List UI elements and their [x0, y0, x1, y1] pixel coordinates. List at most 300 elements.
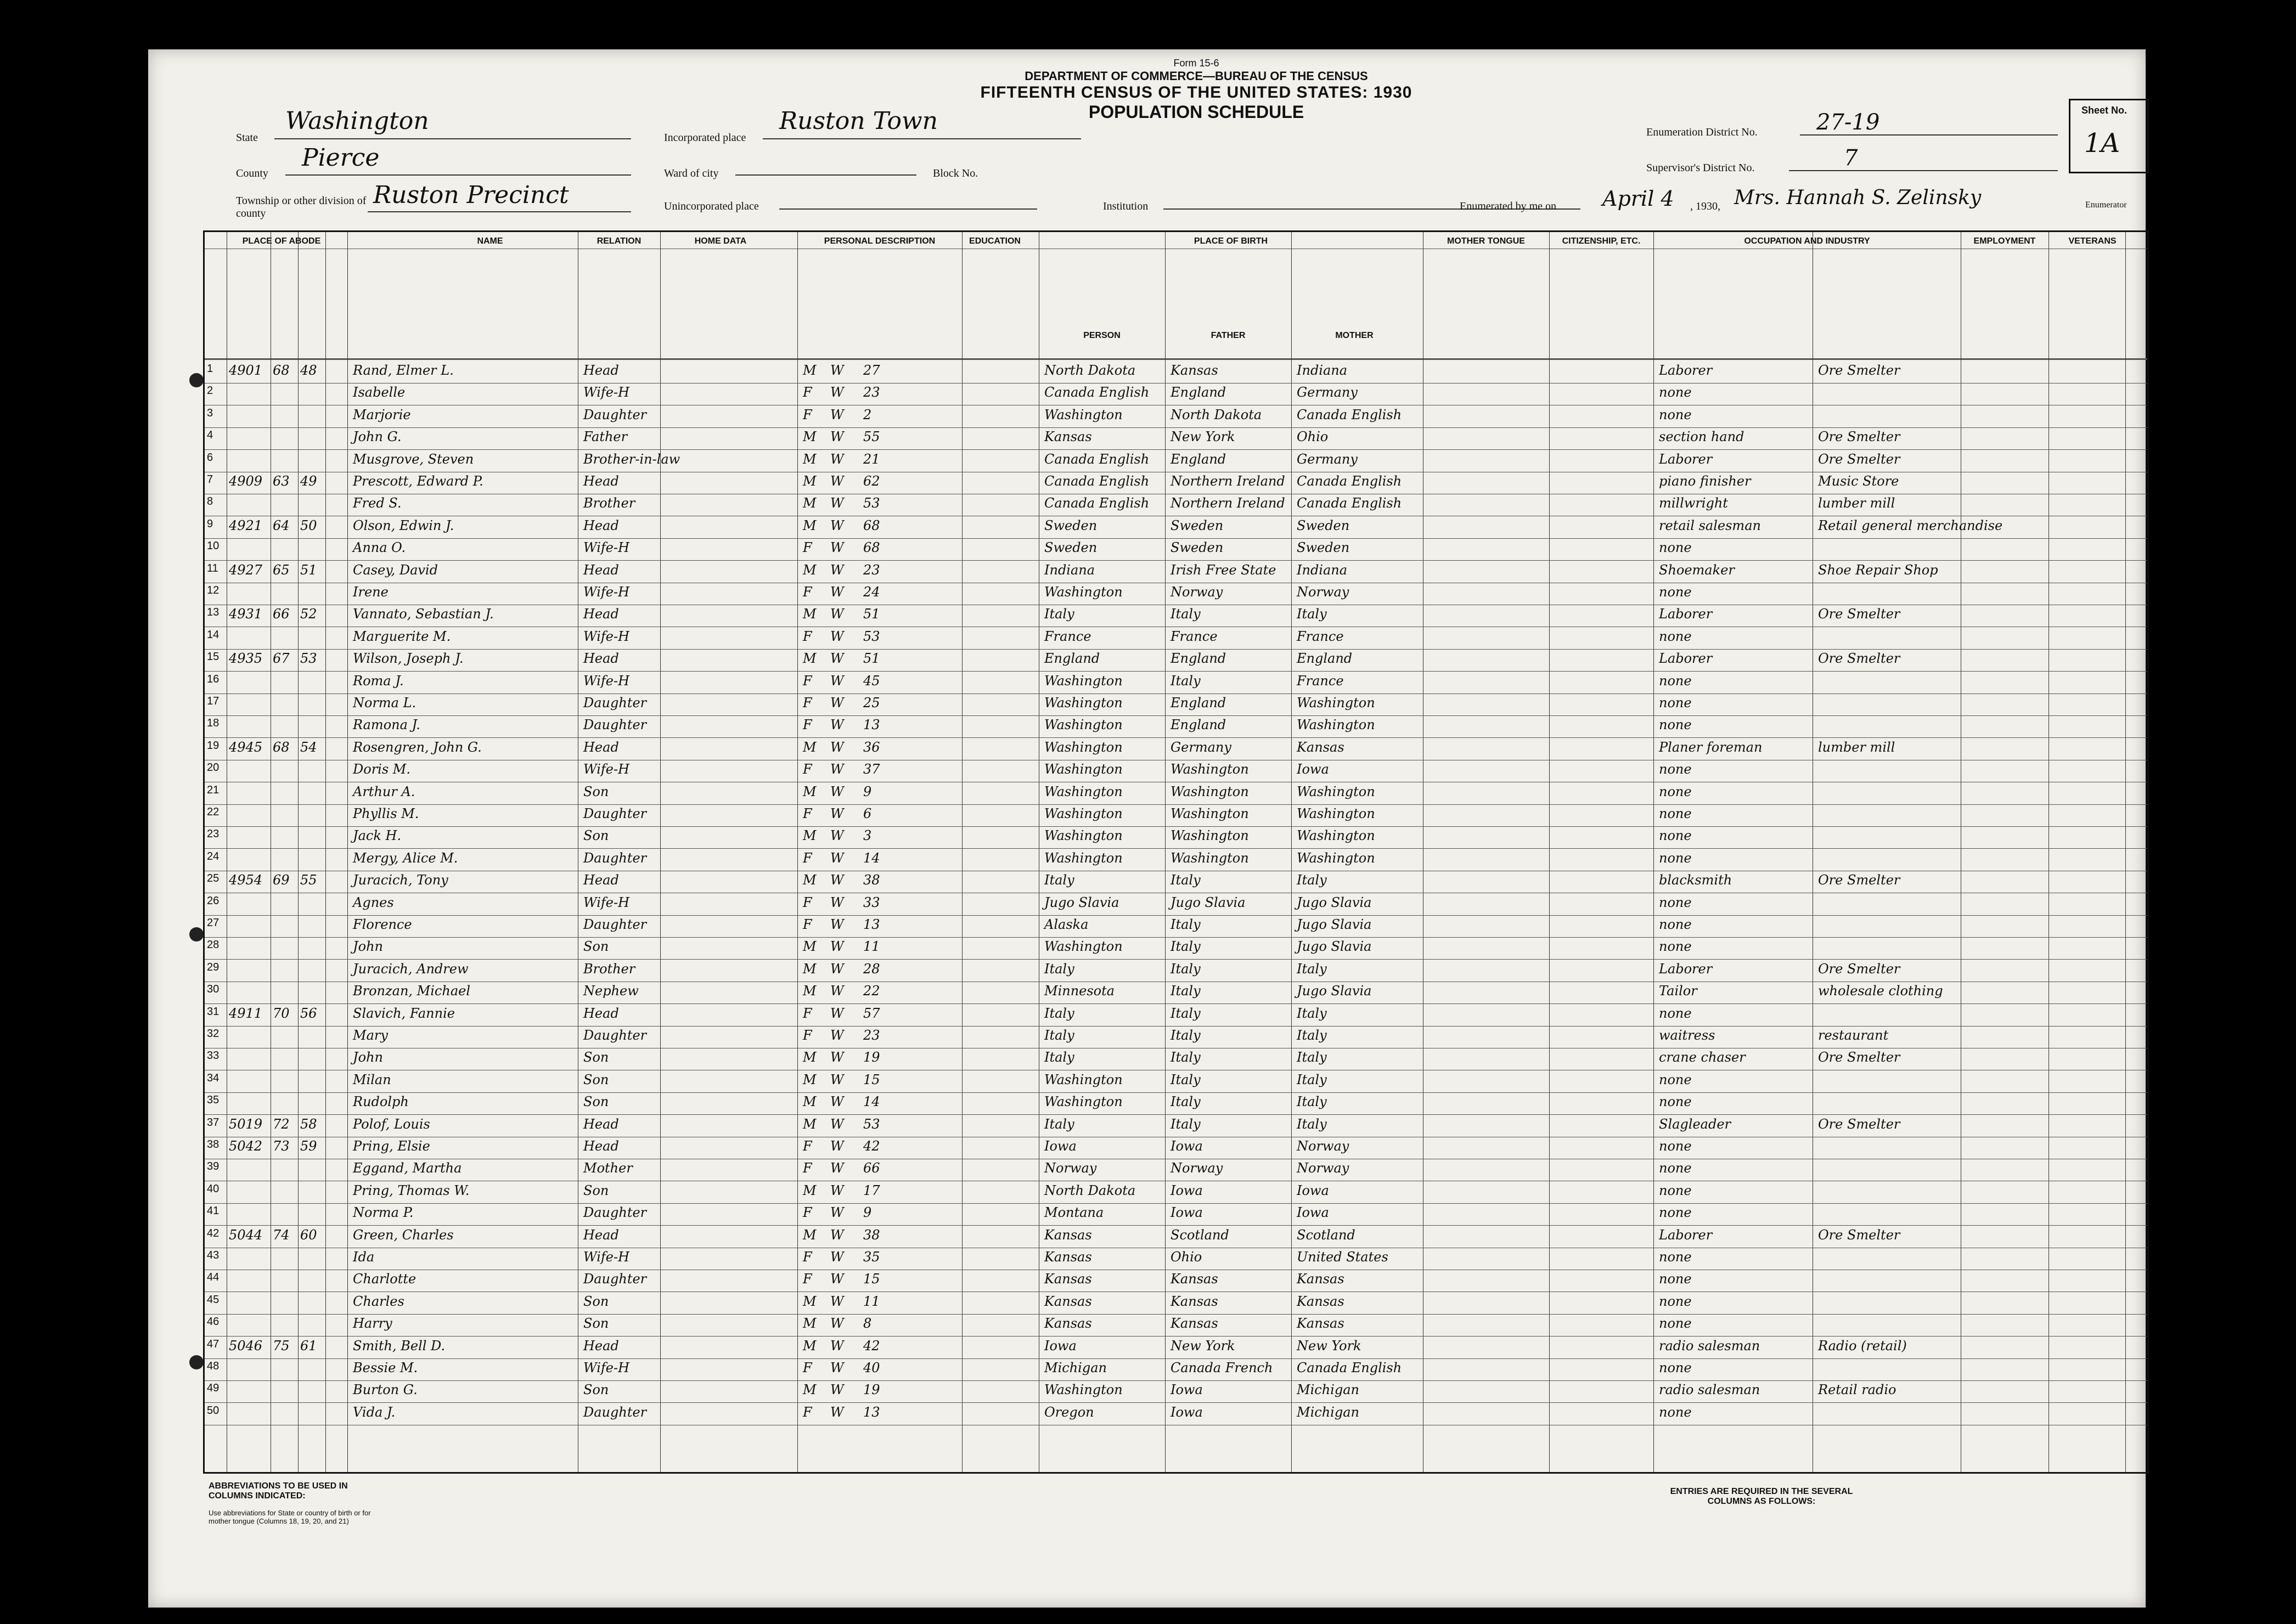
race: W: [830, 717, 844, 733]
incorporated-label: Incorporated place: [664, 132, 746, 144]
birthplace-mother: Canada English: [1297, 407, 1402, 422]
birthplace-mother: Kansas: [1297, 1271, 1344, 1287]
enumerated-year: , 1930,: [1690, 200, 1720, 212]
sex: M: [803, 983, 817, 999]
birthplace-mother: Washington: [1297, 695, 1375, 710]
race: W: [830, 961, 844, 977]
table-row: [205, 517, 2147, 538]
relation: Son: [583, 1094, 609, 1110]
table-row: [205, 472, 2147, 493]
relation: Wife-H: [583, 628, 630, 644]
industry: Ore Smelter: [1818, 429, 1900, 445]
race: W: [830, 806, 844, 821]
age: 24: [863, 584, 880, 600]
col-place-of-abode: PLACE OF ABODE: [242, 236, 321, 246]
birthplace-mother: Germany: [1297, 385, 1358, 401]
birthplace-person: Indiana: [1044, 562, 1095, 578]
race: W: [830, 1205, 844, 1221]
age: 57: [863, 1005, 880, 1021]
row-number: 10: [207, 540, 220, 552]
birthplace-father: Italy: [1170, 1094, 1201, 1110]
person-name: Mary: [353, 1028, 388, 1043]
table-row: [205, 605, 2147, 626]
dwelling-number: 74: [273, 1227, 290, 1243]
person-name: Marguerite M.: [353, 628, 451, 644]
age: 19: [863, 1050, 880, 1065]
row-number: 42: [207, 1227, 220, 1239]
row-number: 12: [207, 584, 220, 596]
occupation: Laborer: [1659, 961, 1713, 977]
birthplace-mother: Sweden: [1297, 540, 1350, 556]
race: W: [830, 850, 844, 866]
race: W: [830, 1271, 844, 1287]
col-veterans: VETERANS: [2068, 236, 2117, 246]
house-number: 4921: [229, 517, 263, 533]
relation: Son: [583, 1293, 609, 1309]
birthplace-mother: Sweden: [1297, 517, 1350, 533]
birthplace-father: Northern Ireland: [1170, 495, 1285, 511]
birthplace-person: Kansas: [1044, 1316, 1092, 1332]
birthplace-person: Washington: [1044, 762, 1123, 777]
table-row: [205, 1005, 2147, 1025]
occupation: Planer foreman: [1659, 739, 1763, 755]
industry: wholesale clothing: [1818, 983, 1943, 999]
age: 17: [863, 1182, 880, 1198]
age: 51: [863, 606, 880, 622]
birthplace-person: Alaska: [1044, 917, 1089, 932]
relation: Daughter: [583, 806, 647, 821]
dwelling-number: 70: [273, 1005, 290, 1021]
table-row: [205, 716, 2147, 737]
birthplace-mother: Italy: [1297, 961, 1327, 977]
person-name: Arthur A.: [353, 783, 415, 799]
row-number: 45: [207, 1293, 220, 1306]
industry: Ore Smelter: [1818, 1116, 1900, 1132]
unincorporated-line: [779, 208, 1037, 210]
birthplace-father: Canada French: [1170, 1360, 1273, 1375]
relation: Head: [583, 473, 619, 489]
occupation: none: [1659, 1360, 1692, 1375]
relation: Head: [583, 1227, 619, 1243]
dwelling-number: 66: [273, 606, 290, 622]
row-number: 28: [207, 939, 220, 951]
row-number: 50: [207, 1404, 220, 1417]
occupation: none: [1659, 673, 1692, 689]
relation: Wife-H: [583, 762, 630, 777]
industry: Shoe Repair Shop: [1818, 562, 1938, 578]
birthplace-father: Iowa: [1170, 1404, 1203, 1420]
occupation: none: [1659, 1138, 1692, 1154]
person-name: Harry: [353, 1316, 392, 1332]
birthplace-mother: Scotland: [1297, 1227, 1355, 1243]
person-name: Agnes: [353, 894, 394, 910]
census-title: FIFTEENTH CENSUS OF THE UNITED STATES: 1930: [980, 83, 1413, 101]
birthplace-person: North Dakota: [1044, 1182, 1136, 1198]
age: 55: [863, 429, 880, 445]
relation: Wife-H: [583, 894, 630, 910]
person-name: Polof, Louis: [353, 1116, 430, 1132]
relation: Brother: [583, 961, 635, 977]
ward-line: [735, 174, 916, 176]
occupation: none: [1659, 1005, 1692, 1021]
race: W: [830, 1404, 844, 1420]
row-number: 32: [207, 1028, 220, 1040]
abbrev-subtitle: Use abbreviations for State or country of birth or for mother tongue (Columns 18, 19, 20, and 21): [209, 1509, 371, 1525]
industry: Ore Smelter: [1818, 872, 1900, 888]
sex: M: [803, 1072, 817, 1087]
occupation: Laborer: [1659, 451, 1713, 467]
birthplace-person: Washington: [1044, 806, 1123, 821]
race: W: [830, 1050, 844, 1065]
race: W: [830, 762, 844, 777]
occupation: none: [1659, 695, 1692, 710]
birthplace-mother: Norway: [1297, 584, 1349, 600]
table-row: [205, 628, 2147, 649]
table-row: [205, 1403, 2147, 1424]
family-number: 59: [300, 1138, 317, 1154]
industry: Retail general merchandise: [1818, 517, 2003, 533]
sex: M: [803, 1050, 817, 1065]
col-birth-father: FATHER: [1211, 331, 1246, 340]
race: W: [830, 1138, 844, 1154]
age: 2: [863, 407, 872, 422]
col-citizenship: CITIZENSHIP, ETC.: [1562, 236, 1641, 246]
sex: F: [803, 385, 812, 401]
dwelling-number: 75: [273, 1338, 290, 1354]
row-number: 43: [207, 1249, 220, 1261]
birthplace-mother: France: [1297, 673, 1344, 689]
family-number: 53: [300, 651, 317, 667]
relation: Head: [583, 872, 619, 888]
relation: Daughter: [583, 407, 647, 422]
birthplace-person: Sweden: [1044, 540, 1098, 556]
person-name: Jack H.: [353, 828, 402, 844]
birthplace-mother: Jugo Slavia: [1297, 917, 1372, 932]
age: 11: [863, 1293, 880, 1309]
institution-label: Institution: [1103, 200, 1149, 212]
birthplace-father: Italy: [1170, 983, 1201, 999]
birthplace-person: Italy: [1044, 1116, 1074, 1132]
birthplace-father: New York: [1170, 1338, 1235, 1354]
occupation: none: [1659, 1072, 1692, 1087]
birthplace-mother: Michigan: [1297, 1404, 1359, 1420]
birthplace-mother: Jugo Slavia: [1297, 983, 1372, 999]
county-value: Pierce: [302, 144, 380, 172]
table-row: [205, 362, 2147, 382]
table-row: [205, 938, 2147, 958]
col-occupation: OCCUPATION AND INDUSTRY: [1744, 236, 1870, 246]
birthplace-father: Italy: [1170, 1072, 1201, 1087]
birthplace-father: Italy: [1170, 1005, 1201, 1021]
relation: Son: [583, 783, 609, 799]
person-name: Wilson, Joseph J.: [353, 651, 464, 667]
birthplace-person: Michigan: [1044, 1360, 1107, 1375]
supervisor-label: Supervisor's District No.: [1646, 162, 1755, 174]
table-row: [205, 450, 2147, 471]
birthplace-father: Iowa: [1170, 1182, 1203, 1198]
col-education: EDUCATION: [969, 236, 1021, 246]
race: W: [830, 1227, 844, 1243]
occupation: Tailor: [1659, 983, 1697, 999]
person-name: Bronzan, Michael: [353, 983, 471, 999]
relation: Son: [583, 1050, 609, 1065]
race: W: [830, 1160, 844, 1176]
person-name: Norma P.: [353, 1205, 414, 1221]
table-row: [205, 1226, 2147, 1247]
table-row: [205, 1137, 2147, 1158]
row-number: 9: [207, 517, 213, 530]
birthplace-father: Sweden: [1170, 540, 1224, 556]
age: 53: [863, 628, 880, 644]
row-number: 3: [207, 407, 213, 419]
occupation: none: [1659, 1249, 1692, 1265]
table-row: [205, 1248, 2147, 1269]
person-name: Phyllis M.: [353, 806, 419, 821]
occupation: none: [1659, 407, 1692, 422]
age: 45: [863, 673, 880, 689]
relation: Wife-H: [583, 540, 630, 556]
house-number: 4911: [229, 1005, 263, 1021]
sex: F: [803, 628, 812, 644]
occupation: none: [1659, 762, 1692, 777]
row-number: 41: [207, 1205, 220, 1217]
state-label: State: [236, 132, 258, 144]
birthplace-person: Washington: [1044, 673, 1123, 689]
birthplace-father: France: [1170, 628, 1218, 644]
race: W: [830, 363, 844, 378]
birthplace-mother: Iowa: [1297, 1205, 1329, 1221]
birthplace-person: Washington: [1044, 850, 1123, 866]
age: 13: [863, 1404, 880, 1420]
birthplace-person: Washington: [1044, 1072, 1123, 1087]
race: W: [830, 939, 844, 955]
birthplace-person: Washington: [1044, 695, 1123, 710]
industry: Retail radio: [1818, 1382, 1897, 1398]
birthplace-mother: Italy: [1297, 1094, 1327, 1110]
age: 23: [863, 562, 880, 578]
person-name: Pring, Thomas W.: [353, 1182, 470, 1198]
relation: Daughter: [583, 1271, 647, 1287]
table-row: [205, 1337, 2147, 1358]
relation: Head: [583, 1116, 619, 1132]
birthplace-mother: Washington: [1297, 850, 1375, 866]
birthplace-mother: Italy: [1297, 1005, 1327, 1021]
sex: F: [803, 584, 812, 600]
birthplace-mother: Indiana: [1297, 562, 1348, 578]
occupation: millwright: [1659, 495, 1728, 511]
table-row: [205, 1359, 2147, 1380]
race: W: [830, 983, 844, 999]
relation: Nephew: [583, 983, 639, 999]
sex: F: [803, 806, 812, 821]
birthplace-person: Italy: [1044, 961, 1074, 977]
house-number: 4931: [229, 606, 263, 622]
row-number: 30: [207, 983, 220, 996]
person-name: Irene: [353, 584, 389, 600]
relation: Head: [583, 1138, 619, 1154]
sex: M: [803, 1382, 817, 1398]
birthplace-mother: Washington: [1297, 717, 1375, 733]
race: W: [830, 1028, 844, 1043]
table-row: [205, 650, 2147, 670]
sex: F: [803, 1028, 812, 1043]
birthplace-person: Italy: [1044, 1050, 1074, 1065]
row-number: 13: [207, 606, 220, 619]
row-number: 26: [207, 894, 220, 907]
age: 23: [863, 1028, 880, 1043]
table-row: [205, 871, 2147, 892]
race: W: [830, 872, 844, 888]
person-name: Pring, Elsie: [353, 1138, 430, 1154]
row-number: 17: [207, 695, 220, 707]
table-row: [205, 738, 2147, 759]
birthplace-person: Washington: [1044, 407, 1123, 422]
race: W: [830, 584, 844, 600]
industry: Music Store: [1818, 473, 1899, 489]
row-number: 11: [207, 562, 218, 574]
person-name: Prescott, Edward P.: [353, 473, 483, 489]
row-number: 1: [207, 363, 213, 375]
birthplace-mother: Washington: [1297, 806, 1375, 821]
birthplace-mother: Italy: [1297, 1028, 1327, 1043]
birthplace-father: England: [1170, 717, 1226, 733]
table-row: [205, 672, 2147, 693]
schedule-title: POPULATION SCHEDULE: [1088, 102, 1304, 122]
sex: M: [803, 939, 817, 955]
sex: M: [803, 651, 817, 667]
sex: F: [803, 1404, 812, 1420]
relation: Head: [583, 517, 619, 533]
person-name: Anna O.: [353, 540, 406, 556]
row-number: 15: [207, 651, 220, 663]
row-number: 37: [207, 1116, 220, 1129]
occupation: crane chaser: [1659, 1050, 1746, 1065]
birthplace-person: Canada English: [1044, 385, 1150, 401]
occupation: radio salesman: [1659, 1338, 1760, 1354]
dwelling-number: 73: [273, 1138, 290, 1154]
occupation: Slagleader: [1659, 1116, 1731, 1132]
row-number: 14: [207, 628, 220, 641]
row-number: 39: [207, 1160, 220, 1173]
age: 40: [863, 1360, 880, 1375]
block-label: Block No.: [933, 167, 978, 179]
age: 42: [863, 1138, 880, 1154]
relation: Son: [583, 1316, 609, 1332]
incorporated-line: [763, 138, 1081, 139]
race: W: [830, 1116, 844, 1132]
age: 22: [863, 983, 880, 999]
row-number: 18: [207, 717, 220, 730]
person-name: Doris M.: [353, 762, 410, 777]
house-number: 4909: [229, 473, 263, 489]
race: W: [830, 1072, 844, 1087]
title-block: [922, 58, 1471, 122]
race: W: [830, 429, 844, 445]
relation: Head: [583, 651, 619, 667]
birthplace-person: Oregon: [1044, 1404, 1094, 1420]
row-number: 44: [207, 1271, 220, 1284]
person-name: Rudolph: [353, 1094, 409, 1110]
relation: Head: [583, 562, 619, 578]
table-row: [205, 982, 2147, 1003]
enumerated-date: April 4: [1602, 187, 1674, 211]
occupation: piano finisher: [1659, 473, 1751, 489]
age: 25: [863, 695, 880, 710]
birthplace-person: Washington: [1044, 1094, 1123, 1110]
birthplace-person: Canada English: [1044, 473, 1150, 489]
birthplace-father: Jugo Slavia: [1170, 894, 1246, 910]
row-number: 16: [207, 673, 220, 685]
birthplace-mother: Italy: [1297, 606, 1327, 622]
family-number: 48: [300, 363, 317, 378]
col-name: NAME: [477, 236, 503, 246]
birthplace-mother: Iowa: [1297, 1182, 1329, 1198]
schedule-grid: [203, 230, 2149, 1474]
birthplace-person: Kansas: [1044, 1249, 1092, 1265]
col-birth-person: PERSON: [1083, 331, 1121, 340]
industry: Ore Smelter: [1818, 606, 1900, 622]
occupation: none: [1659, 584, 1692, 600]
age: 35: [863, 1249, 880, 1265]
sex: M: [803, 961, 817, 977]
occupation: Laborer: [1659, 606, 1713, 622]
birthplace-father: North Dakota: [1170, 407, 1262, 422]
table-row: [205, 783, 2147, 804]
age: 11: [863, 939, 880, 955]
race: W: [830, 1094, 844, 1110]
birthplace-father: Iowa: [1170, 1382, 1203, 1398]
race: W: [830, 1338, 844, 1354]
race: W: [830, 651, 844, 667]
relation: Son: [583, 1382, 609, 1398]
birthplace-mother: France: [1297, 628, 1344, 644]
person-name: Charles: [353, 1293, 404, 1309]
entries-title: ENTRIES ARE REQUIRED IN THE SEVERAL COLUMNS AS FOLLOWS:: [1670, 1487, 1853, 1506]
sex: M: [803, 828, 817, 844]
birthplace-mother: Washington: [1297, 783, 1375, 799]
sex: M: [803, 606, 817, 622]
sex: F: [803, 1205, 812, 1221]
birthplace-person: Iowa: [1044, 1138, 1077, 1154]
row-number: 7: [207, 473, 213, 486]
person-name: Juracich, Tony: [353, 872, 448, 888]
row-number: 4: [207, 429, 213, 442]
house-number: 4935: [229, 651, 263, 667]
birthplace-father: Italy: [1170, 1050, 1201, 1065]
occupation: none: [1659, 850, 1692, 866]
col-personal: PERSONAL DESCRIPTION: [824, 236, 936, 246]
age: 13: [863, 917, 880, 932]
relation: Son: [583, 1072, 609, 1087]
age: 28: [863, 961, 880, 977]
age: 13: [863, 717, 880, 733]
birthplace-father: New York: [1170, 429, 1235, 445]
relation: Wife-H: [583, 673, 630, 689]
birthplace-mother: Indiana: [1297, 363, 1348, 378]
occupation: section hand: [1659, 429, 1744, 445]
race: W: [830, 628, 844, 644]
occupation: radio salesman: [1659, 1382, 1760, 1398]
table-row: [205, 827, 2147, 848]
table-row: [205, 539, 2147, 560]
birthplace-father: Italy: [1170, 606, 1201, 622]
relation: Head: [583, 739, 619, 755]
family-number: 49: [300, 473, 317, 489]
birthplace-person: Washington: [1044, 939, 1123, 955]
birthplace-person: England: [1044, 651, 1100, 667]
age: 9: [863, 1205, 872, 1221]
birthplace-mother: Italy: [1297, 1116, 1327, 1132]
